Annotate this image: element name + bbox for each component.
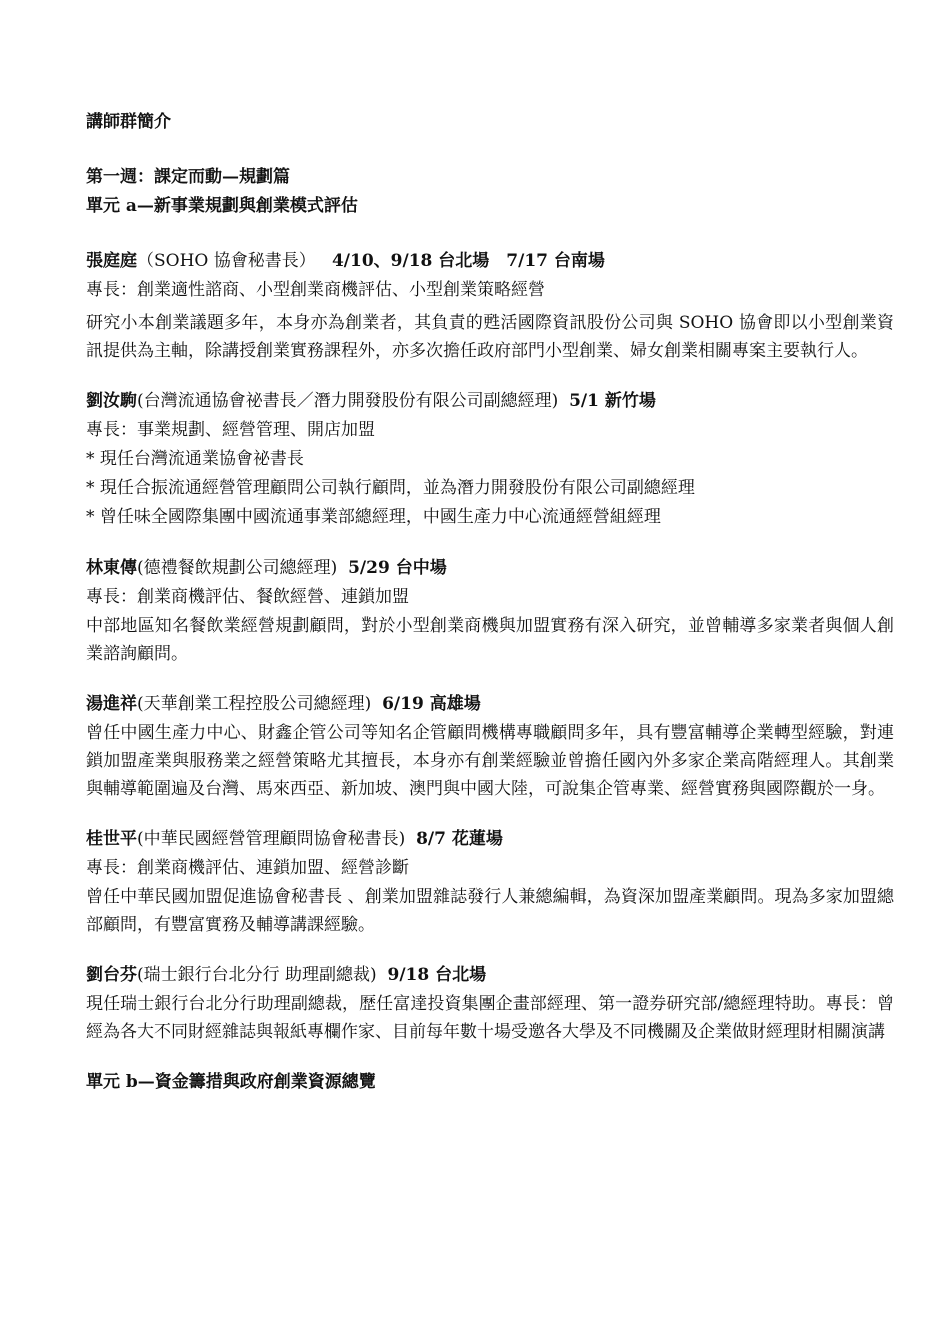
lecturer-sessions: 5/29 台中場 [348, 558, 447, 578]
lecturer-sessions: 9/18 台北場 [387, 965, 487, 985]
lecturer-title: (中華民國經營管理顧問協會秘書長) [137, 829, 406, 849]
lecturer-name: 張庭庭 [86, 251, 137, 271]
lecturer-sessions: 4/10、9/18 台北場 7/17 台南場 [331, 251, 605, 271]
lecturer-bullet: * 現任合振流通經營管理顧問公司執行顧問，並為潛力開發股份有限公司副總經理 [86, 478, 695, 498]
lecturer-title: (台灣流通協會祕書長／潛力開發股份有限公司副總經理) [137, 391, 559, 411]
lecturer-title: （SOHO 協會秘書長） [137, 251, 316, 271]
lecturer-title: (瑞士銀行台北分行 助理副總裁) [137, 965, 377, 985]
lecturer-expertise: 專長：創業商機評估、餐飲經營、連鎖加盟 [86, 587, 409, 607]
lecturer-expertise: 專長：創業適性諮商、小型創業商機評估、小型創業策略經營 [86, 280, 545, 300]
lecturer-block [86, 554, 894, 668]
lecturer-header [86, 825, 894, 854]
week-title: 第一週：課定而動—規劃篇 [86, 167, 290, 187]
lecturer-expertise: 專長：事業規劃、經營管理、開店加盟 [86, 420, 375, 440]
lecturer-name: 桂世平 [86, 829, 137, 849]
lecturer-title: (天華創業工程控股公司總經理) [137, 694, 372, 714]
unit-a-title: 單元 a—新事業規劃與創業模式評估 [86, 196, 358, 216]
lecturer-title: (德禮餐飲規劃公司總經理) [137, 558, 338, 578]
page-title: 講師群簡介 [86, 112, 171, 132]
lecturer-header [86, 247, 894, 276]
unit-b-title: 單元 b—資金籌措與政府創業資源總覽 [86, 1072, 376, 1092]
lecturer-bio: 研究小本創業議題多年，本身亦為創業者，其負責的甦活國際資訊股份公司與 SOHO 協會即以小型創業資訊提供為主軸，除講授創業實務課程外，亦多次擔任政府部門小型創業、婦女創業相關專案主要執行人。 [86, 313, 894, 361]
document-page [86, 108, 894, 1097]
lecturer-header [86, 387, 894, 416]
lecturer-block [86, 387, 894, 532]
lecturer-header [86, 961, 894, 990]
lecturer-block [86, 825, 894, 939]
lecturer-sessions: 5/1 新竹場 [569, 391, 656, 411]
lecturer-bio: 曾任中華民國加盟促進協會秘書長 、創業加盟雜誌發行人兼總編輯，為資深加盟產業顧問。現為多家加盟總部顧問，有豐富實務及輔導講課經驗。 [86, 887, 894, 935]
lecturer-block [86, 247, 894, 365]
lecturer-expertise: 專長：創業商機評估、連鎖加盟、經營診斷 [86, 858, 409, 878]
lecturer-bio: 中部地區知名餐飲業經營規劃顧問，對於小型創業商機與加盟實務有深入研究，並曾輔導多家業者與個人創業諮詢顧問。 [86, 616, 894, 664]
lecturer-bio: 現任瑞士銀行台北分行助理副總裁，歷任富達投資集團企畫部經理、第一證券研究部/總經理特助。專長：曾經為各大不同財經雜誌與報紙專欄作家、目前每年數十場受邀各大學及不同機關及企業做財經理財相關演講 [86, 994, 894, 1042]
lecturer-header [86, 554, 894, 583]
lecturer-header [86, 690, 894, 719]
lecturer-name: 劉台芬 [86, 965, 137, 985]
lecturer-sessions: 8/7 花蓮場 [416, 829, 503, 849]
lecturer-name: 湯進祥 [86, 694, 137, 714]
lecturer-sessions: 6/19 高雄場 [382, 694, 481, 714]
lecturer-bio: 曾任中國生產力中心、財鑫企管公司等知名企管顧問機構專職顧問多年，具有豐富輔導企業轉型經驗，對連鎖加盟產業與服務業之經營策略尤其擅長，本身亦有創業經驗並曾擔任國內外多家企業高階經理人。其創業與輔導範圍遍及台灣、馬來西亞、新加坡、澳門與中國大陸，可說集企管專業、經營實務與國際觀於一身。 [86, 723, 894, 799]
lecturer-bullet: * 曾任味全國際集團中國流通事業部總經理，中國生產力中心流通經營組經理 [86, 507, 661, 527]
lecturer-bullet: * 現任台灣流通業協會祕書長 [86, 449, 304, 469]
lecturer-block [86, 690, 894, 803]
lecturer-name: 林東傳 [86, 558, 137, 578]
lecturer-name: 劉汝駒 [86, 391, 137, 411]
lecturer-block [86, 961, 894, 1046]
